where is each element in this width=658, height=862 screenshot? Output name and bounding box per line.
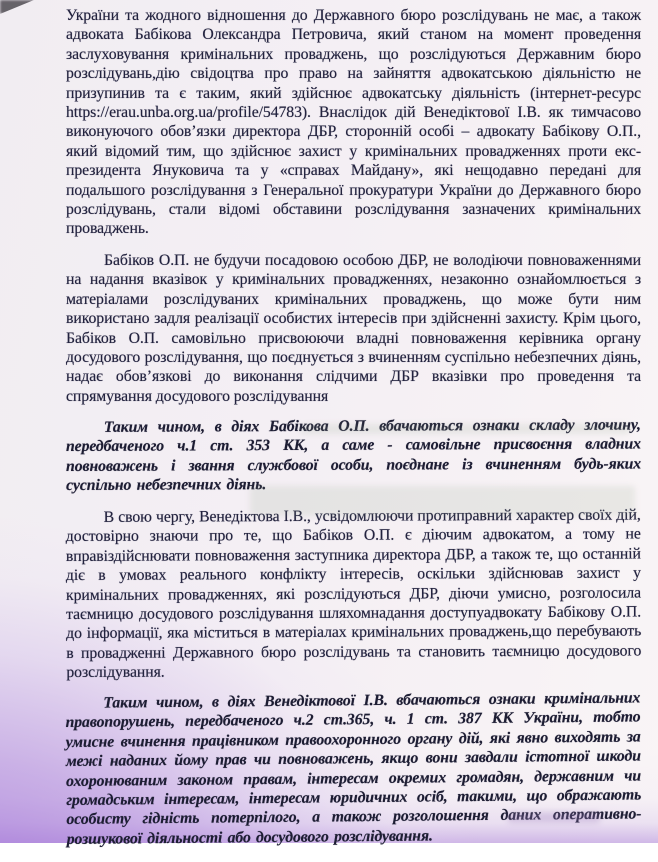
paragraph-conclusion-venediktova: Таким чином, в діях Венедіктової І.В. вбачаються ознаки кримінальних правопорушень, передбаченого ч.2 ст.365, ч. 1 ст. 387 КК України, тобто умисне вчинення працівником правоохоронного органу дій, які явно виходять за межі наданих йому прав чи повноважень, якщо вони завдали істотної шкоди охоронюваним законом правам, інтересам окремих громадян, державним чи громадським інтересам, інтересам юридичних осіб, такими, що ображають особисту гідність потерпілого, а також розголошення даних оперативно-розшукової діяльності або досудового розслідування. [65, 689, 642, 849]
scan-corner-shadow [0, 0, 34, 14]
paragraph-conclusion-babikov: Таким чином, в діях Бабікова О.П. вбачаються ознаки складу злочину, передбаченого ч.1 ст. 353 КК, а саме - самовільне присвоєння владних повноважень і звання службової особи, поєднане із вчиненням будь-яких суспільно небезпечних діянь. [65, 416, 642, 495]
paragraph-babikov-facts: Бабіков О.П. не будучи посадовою особою ДБР, не володіючи повноваженнями на надання вказівок у кримінальних провадженнях, незаконно ознайомлюється з матеріалами розслідуваних кримінальних проваджень, що може бути ним використано задля реалізації особистих інтересів при здійсненні захисту. Крім цього, Бабіков О.П. самовільно присвоюючи владні повноваження керівника органу досудового розслідування, що поєднується з вчиненням суспільно небезпечних діянь, надає обов’язкові до виконання слідчими ДБР вказівки про проведення та спрямування досудового розслідування [66, 251, 641, 405]
paragraph-continuation: України та жодного відношення до Державного бюро розслідувань не має, а також адвоката Бабікова Олександра Петровича, який станом на момент проведення заслуховування кримінальних проваджень, що розслідуються Державним бюро розслідувань,дію свідоцтва про право на зайняття адвокатською діяльністю не призупинив та є таким, який здійснює адвокатську діяльність (інтернет-ресурс https://erau.unba.org.ua/profile/54783). Внаслідок дій Венедіктової І.В. як тимчасово виконуючого обов’язки директора ДБР, сторонній особі – адвокату Бабікову О.П., який відомий тим, що здійснює захист у кримінальних провадженнях проти екс-президента Януковича та у «справах Майдану», які нещодавно передані для подальшого розслідування з Генеральної прокуратури України до Державного бюро розслідувань, стали відомі обставини розслідування зазначених кримінальних проваджень. [66, 7, 641, 238]
bleedthrough-mark [300, 424, 630, 434]
bleedthrough-mark [250, 486, 635, 516]
paragraph-venediktova-facts: В свою чергу, Венедіктова І.В., усвідомлюючи протиправний характер своїх дій, достовірно знаючи про те, що Бабіков О.П. є діючим адвокатом, а тому не вправіздійснювати повноваження заступника директора ДБР, а також те, що останній діє в умовах реального конфлікту інтересів, оскільки здійснював захист у кримінальних провадженнях, які розслідуються ДБР, діючи умисно, розголосила таємницю досудового розслідування шляхомнадання доступуадвокату Бабікову О.П. до інформації, яка міститься в матеріалах кримінальних проваджень,що перебувають в провадженні Державного бюро розслідувань та становить таємницю досудового розслідування. [65, 506, 642, 681]
faded-signature-mark [508, 812, 600, 823]
